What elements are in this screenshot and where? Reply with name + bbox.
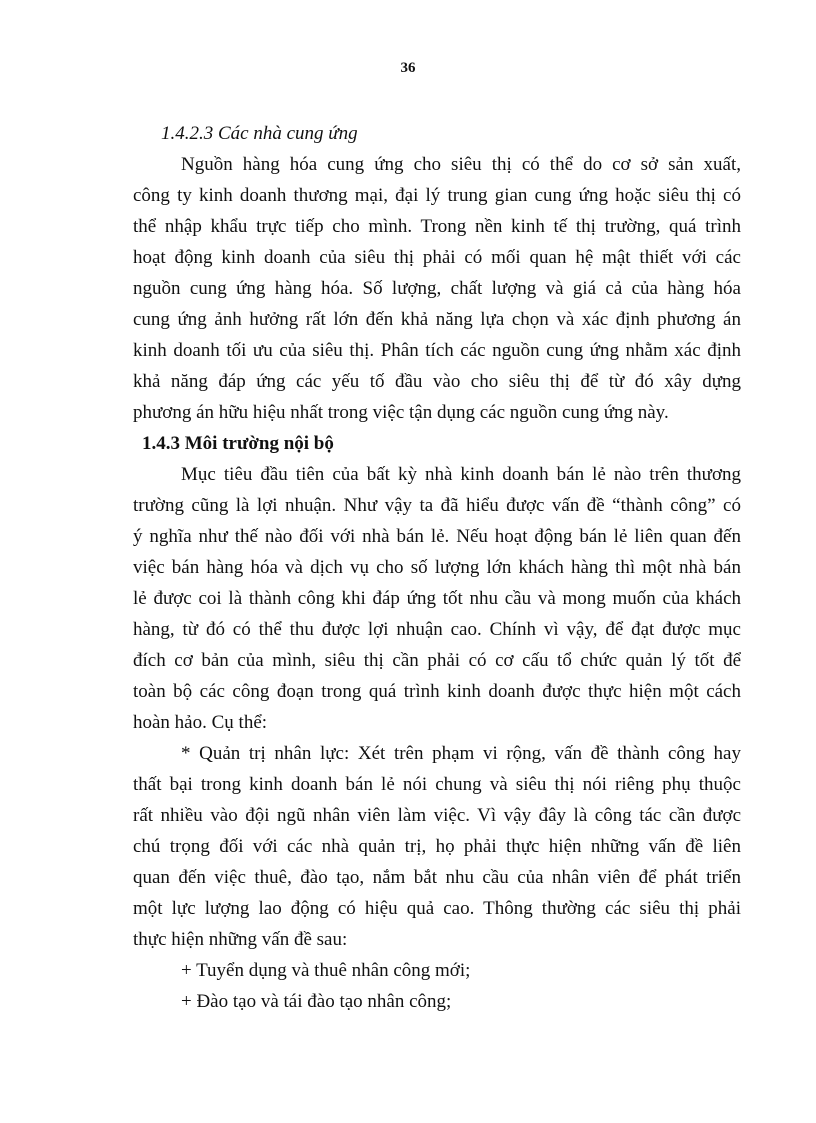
paragraph-line: Nguồn hàng hóa cung ứng cho siêu thị có thể do cơ sở sản xuất, <box>181 154 741 175</box>
paragraph-line: lẻ được coi là thành công khi đáp ứng tốt nhu cầu và mong muốn của khách <box>133 588 741 609</box>
paragraph-line: thể nhập khẩu trực tiếp cho mình. Trong nền kinh tế thị trường, quá trình <box>133 216 741 237</box>
paragraph-line: toàn bộ các công đoạn trong quá trình kinh doanh được thực hiện một cách <box>133 681 741 702</box>
page-number: 36 <box>400 60 416 76</box>
paragraph-line: ý nghĩa như thế nào đối với nhà bán lẻ. Nếu hoạt động bán lẻ liên quan đến <box>133 526 741 547</box>
section-heading-1-4-2-3: 1.4.2.3 Các nhà cung ứng <box>161 123 358 144</box>
paragraph-line: trường cũng là lợi nhuận. Như vậy ta đã hiểu được vấn đề “thành công” có <box>133 495 741 516</box>
paragraph-internal-environment <box>133 459 741 738</box>
paragraph-suppliers <box>133 149 741 428</box>
paragraph-line: thực hiện những vấn đề sau: <box>133 929 348 950</box>
paragraph-line: rất nhiều vào đội ngũ nhân viên làm việc. Vì vậy đây là công tác cần được <box>133 805 741 826</box>
list-item: + Tuyển dụng và thuê nhân công mới; <box>181 960 471 981</box>
paragraph-line: khả năng đáp ứng các yếu tố đầu vào cho siêu thị để từ đó xây dựng <box>133 371 741 392</box>
paragraph-line: công ty kinh doanh thương mại, đại lý trung gian cung ứng hoặc siêu thị có <box>133 185 741 206</box>
paragraph-line: chú trọng đối với các nhà quản trị, họ phải thực hiện những vấn đề liên <box>133 836 741 857</box>
page-content <box>133 118 741 1017</box>
paragraph-line: đích cơ bản của mình, siêu thị cần phải có cơ cấu tổ chức quản lý tốt để <box>133 650 741 671</box>
paragraph-line: hàng, từ đó có thể thu được lợi nhuận cao. Chính vì vậy, để đạt được mục <box>133 619 741 640</box>
paragraph-line: cung ứng ảnh hưởng rất lớn đến khả năng lựa chọn và xác định phương án <box>133 309 741 330</box>
paragraph-line: việc bán hàng hóa và dịch vụ cho số lượng lớn khách hàng thì một nhà bán <box>133 557 741 578</box>
paragraph-line: Mục tiêu đầu tiên của bất kỳ nhà kinh doanh bán lẻ nào trên thương <box>181 464 741 485</box>
paragraph-line: phương án hữu hiệu nhất trong việc tận dụng các nguồn cung ứng này. <box>133 402 669 423</box>
paragraph-line: một lực lượng lao động có hiệu quả cao. Thông thường các siêu thị phải <box>133 898 741 919</box>
paragraph-line: kinh doanh tối ưu của siêu thị. Phân tích các nguồn cung ứng nhằm xác định <box>133 340 741 361</box>
paragraph-line: thất bại trong kinh doanh bán lẻ nói chung và siêu thị nói riêng phụ thuộc <box>133 774 741 795</box>
paragraph-line: * Quản trị nhân lực: Xét trên phạm vi rộng, vấn đề thành công hay <box>181 743 741 764</box>
paragraph-line: quan đến việc thuê, đào tạo, nắm bắt nhu cầu của nhân viên để phát triển <box>133 867 741 888</box>
section-heading-1-4-3: 1.4.3 Môi trường nội bộ <box>142 433 334 454</box>
bullet-list <box>133 955 741 1017</box>
paragraph-line: hoạt động kinh doanh của siêu thị phải có mối quan hệ mật thiết với các <box>133 247 741 268</box>
paragraph-hr-management <box>133 738 741 955</box>
list-item: + Đào tạo và tái đào tạo nhân công; <box>181 991 452 1012</box>
paragraph-line: hoàn hảo. Cụ thể: <box>133 712 268 733</box>
paragraph-line: nguồn cung ứng hàng hóa. Số lượng, chất lượng và giá cả của hàng hóa <box>133 278 741 299</box>
